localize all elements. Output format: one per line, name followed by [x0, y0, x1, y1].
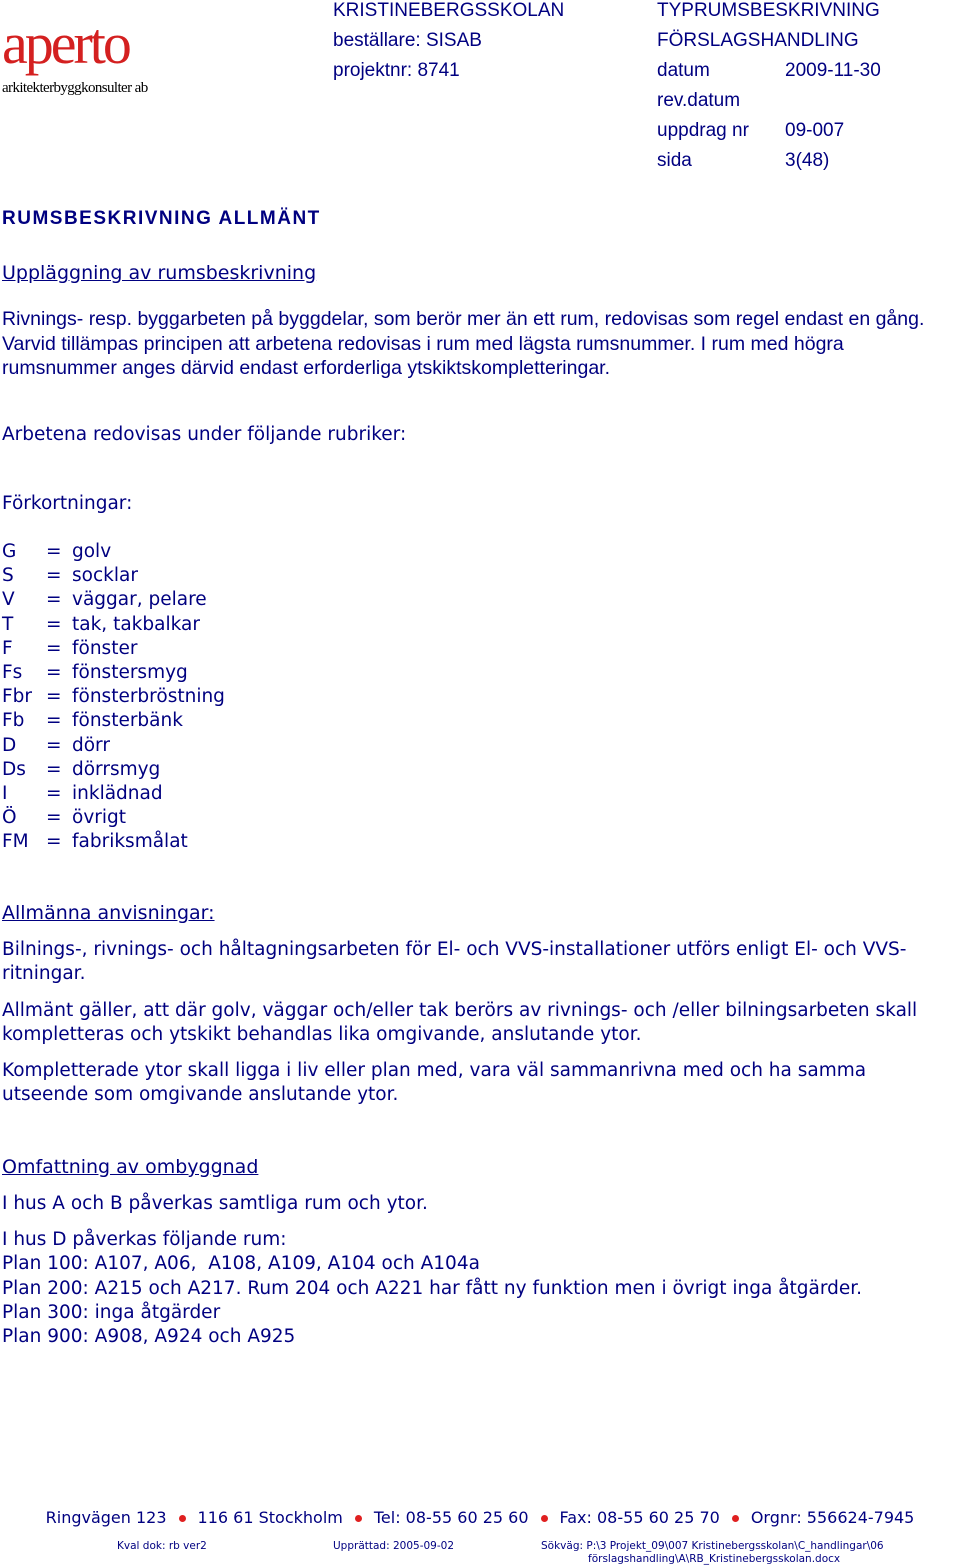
abbreviation-equals: = [46, 734, 62, 756]
header-assignment-label: uppdrag nr [657, 120, 749, 141]
scope-houses-ab: I hus A och B påverkas samtliga rum och ytor. [2, 1193, 428, 1214]
footer-kval: Kval dok: rb ver2 [117, 1540, 207, 1552]
abbreviation-code: D [2, 734, 17, 756]
layout-paragraph: Rivnings- resp. byggarbeten på byggdelar, som berör mer än ett rum, redovisas som regel endast en gång. Varvid tillämpas principen att arbetena redovisas i rum med lägsta rumsnummer. I rum med högra rumsnummer anges därvid endast erforderliga ytskiktskompletteringar. [2, 308, 925, 379]
section-heading-layout: Uppläggning av rumsbeskrivning [2, 262, 317, 284]
abbreviation-code: FM [2, 831, 29, 853]
footer-address: Ringvägen 123 [45, 1508, 167, 1527]
abbreviations-heading: Förkortningar: [2, 493, 133, 514]
bullet-icon [355, 1515, 362, 1522]
section-heading-scope: Omfattning av ombyggnad [2, 1156, 259, 1178]
abbreviation-equals: = [46, 686, 62, 708]
abbreviation-equals: = [46, 589, 62, 611]
section-heading-general: Allmänna anvisningar: [2, 902, 215, 924]
abbreviation-code: Ö [2, 807, 17, 829]
header-rev-label: rev.datum [657, 90, 741, 111]
header-doc-type: TYPRUMSBESKRIVNING [657, 0, 880, 21]
abbreviation-meaning: socklar [72, 565, 138, 587]
footer-path-1: Sökväg: P:\3 Projekt_09\007 Kristinebergsskolan\C_handlingar\06 [541, 1540, 884, 1552]
abbreviations-list [2, 540, 225, 854]
abbreviation-code: Ds [2, 758, 26, 780]
header-client: beställare: SISAB [333, 30, 482, 51]
abbreviation-meaning: väggar, pelare [72, 589, 207, 611]
abbreviation-equals: = [46, 637, 62, 659]
abbreviation-row [2, 540, 225, 564]
abbreviation-meaning: fönsterbänk [72, 710, 183, 732]
company-logo: aperto [2, 11, 129, 76]
abbreviation-equals: = [46, 807, 62, 829]
header-date-label: datum [657, 60, 710, 81]
abbreviation-row [2, 830, 225, 854]
header-assignment-value: 09-007 [785, 120, 845, 141]
abbreviation-equals: = [46, 565, 62, 587]
abbreviation-code: T [2, 613, 14, 635]
bullet-icon [179, 1515, 186, 1522]
abbreviation-equals: = [46, 831, 62, 853]
abbreviation-meaning: fönsterbröstning [72, 686, 225, 708]
abbreviation-row [2, 564, 225, 588]
footer-postal: 116 61 Stockholm [197, 1508, 343, 1527]
abbreviation-meaning: dörr [72, 734, 110, 756]
header-project: projektnr: 8741 [333, 60, 460, 81]
abbreviation-equals: = [46, 758, 62, 780]
house-d-intro: I hus D påverkas följande rum: [2, 1229, 287, 1250]
abbreviation-code: Fb [2, 710, 25, 732]
abbreviation-code: S [2, 565, 14, 587]
abbreviation-meaning: fönstersmyg [72, 661, 188, 683]
abbreviation-code: Fs [2, 661, 23, 683]
abbreviation-meaning: tak, takbalkar [72, 613, 200, 635]
abbreviation-code: Fbr [2, 686, 32, 708]
bullet-icon [732, 1515, 739, 1522]
plan-line: Plan 200: A215 och A217. Rum 204 och A221 har fått ny funktion men i övrigt inga åtgärder. [2, 1277, 863, 1299]
abbreviation-code: F [2, 637, 13, 659]
abbreviation-equals: = [46, 782, 62, 804]
company-tagline: arkitekterbyggkonsulter ab [2, 80, 148, 96]
general-paragraph-3: Kompletterade ytor skall ligga i liv eller plan med, vara väl sammanrivna med och ha samma utseende som omgivande anslutande ytor. [2, 1060, 867, 1106]
plan-line: Plan 100: A107, A06, A108, A109, A104 och A104a [2, 1253, 480, 1275]
abbreviation-row [2, 758, 225, 782]
abbreviation-code: I [2, 782, 8, 804]
abbreviation-equals: = [46, 710, 62, 732]
footer-created: Upprättad: 2005-09-02 [333, 1540, 454, 1552]
abbreviation-row [2, 685, 225, 709]
header-page-value: 3(48) [785, 150, 830, 171]
footer-phone: Tel: 08-55 60 25 60 [373, 1508, 529, 1527]
abbreviation-row [2, 806, 225, 830]
rubrics-intro: Arbetena redovisas under följande rubriker: [2, 424, 407, 445]
header-phase: FÖRSLAGSHANDLING [657, 30, 859, 51]
abbreviation-row [2, 709, 225, 733]
abbreviation-equals: = [46, 541, 62, 562]
abbreviation-equals: = [46, 661, 62, 683]
abbreviation-meaning: övrigt [72, 807, 127, 829]
abbreviation-meaning: golv [72, 541, 112, 562]
header-school: KRISTINEBERGSSKOLAN [333, 0, 565, 21]
general-paragraph-2: Allmänt gäller, att där golv, väggar och/eller tak berörs av rivnings- och /eller bilningsarbeten skall kompletteras och ytskikt behandlas lika omgivande, anslutande ytor. [2, 1000, 918, 1046]
bullet-icon [541, 1515, 548, 1522]
abbreviation-meaning: inklädnad [72, 782, 163, 804]
abbreviation-row [2, 588, 225, 612]
general-paragraph-1: Bilnings-, rivnings- och håltagningsarbeten för El- och VVS-installationer utförs enligt El- och VVS-ritningar. [2, 939, 907, 985]
scope-house-d [2, 1228, 862, 1349]
abbreviation-row [2, 613, 225, 637]
abbreviation-row [2, 637, 225, 661]
abbreviation-meaning: fabriksmålat [72, 831, 188, 853]
plan-line: Plan 900: A908, A924 och A925 [2, 1326, 296, 1348]
page-title: RUMSBESKRIVNING ALLMÄNT [2, 208, 321, 229]
footer-fax: Fax: 08-55 60 25 70 [559, 1508, 720, 1527]
header-page-label: sida [657, 150, 692, 171]
abbreviation-meaning: dörrsmyg [72, 758, 161, 780]
abbreviation-code: V [2, 589, 15, 611]
plan-line: Plan 300: inga åtgärder [2, 1301, 221, 1323]
abbreviation-row [2, 734, 225, 758]
abbreviation-row [2, 661, 225, 685]
abbreviation-equals: = [46, 613, 62, 635]
footer-contact [0, 1508, 960, 1527]
header-date-value: 2009-11-30 [785, 60, 881, 81]
footer-orgnr: Orgnr: 556624-7945 [750, 1508, 915, 1527]
abbreviation-row [2, 782, 225, 806]
abbreviation-meaning: fönster [72, 637, 138, 659]
abbreviation-code: G [2, 541, 17, 562]
footer-path-2: förslagshandling\A\RB_Kristinebergsskolan.docx [588, 1553, 841, 1565]
